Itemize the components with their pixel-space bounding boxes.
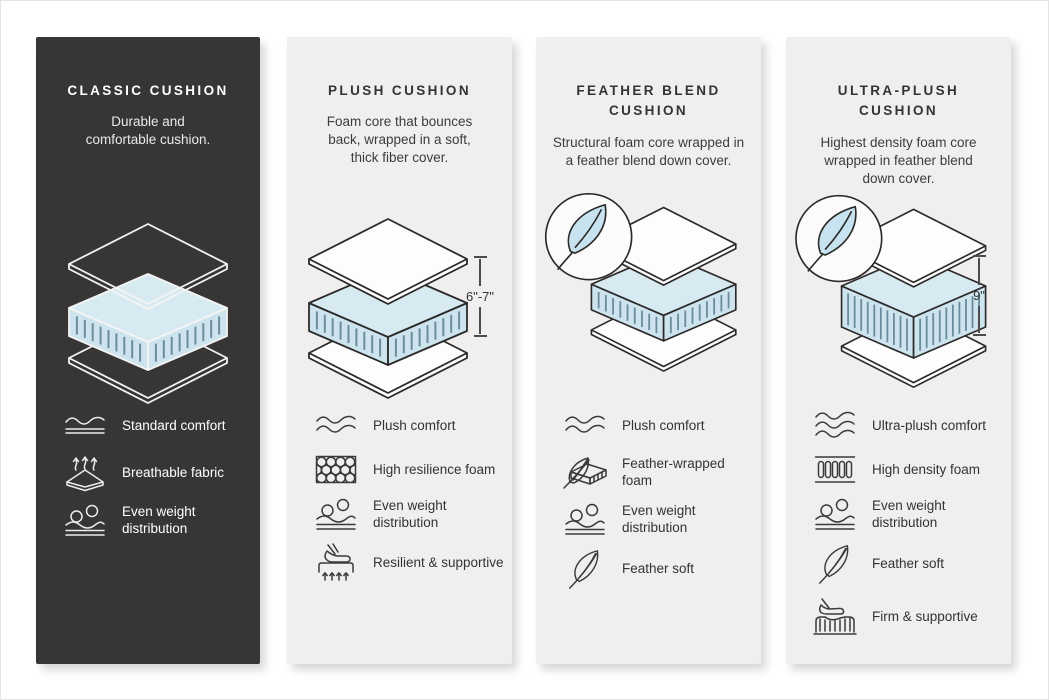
feature-list xyxy=(312,409,506,594)
dimension-line xyxy=(978,258,980,285)
card-plush-cushion xyxy=(287,37,512,664)
feature-label: Breathable fabric xyxy=(122,464,225,480)
feather-wrapped-foam-icon xyxy=(561,453,609,491)
feature-label: Firm & supportive xyxy=(872,608,978,624)
dimension-line xyxy=(978,306,980,333)
height-dimension-marker xyxy=(458,256,502,337)
feature-list xyxy=(561,409,755,601)
feather-icon xyxy=(561,548,609,590)
feature-label: Feather soft xyxy=(622,560,695,576)
feature-row xyxy=(312,453,506,486)
feature-label: Standard comfort xyxy=(122,417,226,433)
dimension-label: 9" xyxy=(973,288,985,303)
feature-row xyxy=(61,409,254,442)
card-description: Highest density foam core wrapped in feather blend down cover. xyxy=(820,134,977,186)
breathable-fabric-icon xyxy=(61,453,109,492)
wave-comfort-icon xyxy=(312,415,360,437)
feature-row xyxy=(561,548,755,590)
feature-list xyxy=(811,409,1005,649)
resilient-foot-icon xyxy=(312,543,360,583)
feature-label: Ultra-plush comfort xyxy=(872,417,987,433)
card-ultra-plush-cushion xyxy=(786,37,1011,664)
card-description: Durable and comfortable cushion. xyxy=(85,114,211,148)
feature-label: High density foam xyxy=(872,461,981,477)
card-title: PLUSH CUSHION xyxy=(328,83,471,98)
dimension-cap xyxy=(474,335,487,337)
firm-foot-icon xyxy=(811,596,859,638)
feature-label: Plush comfort xyxy=(622,417,705,433)
triple-wave-comfort-icon xyxy=(811,411,859,441)
card-description: Foam core that bounces back, wrapped in a soft, thick fiber cover. xyxy=(326,114,473,166)
foam-cells-icon xyxy=(312,454,360,485)
feature-row xyxy=(561,453,755,491)
dimension-label: 6"-7" xyxy=(465,289,495,304)
density-foam-icon xyxy=(811,454,859,485)
feature-label: Even weight distribution xyxy=(872,498,946,531)
cushion-illustration xyxy=(536,191,761,372)
feature-row xyxy=(811,453,1005,486)
feature-row xyxy=(811,543,1005,585)
even-weight-icon xyxy=(312,498,360,531)
feature-row xyxy=(561,409,755,442)
feature-row xyxy=(811,497,1005,532)
feature-row xyxy=(61,503,254,538)
feature-row xyxy=(312,409,506,442)
feather-badge-icon xyxy=(545,194,631,280)
even-weight-icon xyxy=(561,503,609,536)
feature-list xyxy=(61,409,254,549)
feature-label: Even weight distribution xyxy=(122,504,196,537)
cushion-illustration xyxy=(36,222,260,404)
feature-label: Even weight distribution xyxy=(622,503,696,536)
feature-label: High resilience foam xyxy=(373,461,496,477)
even-weight-icon xyxy=(811,498,859,531)
feather-icon xyxy=(811,543,859,585)
dimension-cap xyxy=(973,255,986,257)
layered-cushion-diagram-icon xyxy=(543,191,755,372)
wave-comfort-icon xyxy=(561,415,609,437)
feather-badge-icon xyxy=(795,196,881,282)
wave-comfort-icon xyxy=(61,415,109,437)
card-title: FEATHER BLEND CUSHION xyxy=(576,83,721,119)
feature-row xyxy=(561,502,755,537)
height-dimension-marker xyxy=(957,255,1001,336)
card-title: CLASSIC CUSHION xyxy=(67,83,229,98)
dimension-cap xyxy=(474,256,487,258)
feature-label: Plush comfort xyxy=(373,417,456,433)
dimension-line xyxy=(479,307,481,334)
dimension-line xyxy=(479,259,481,286)
feature-label: Resilient & supportive xyxy=(373,554,504,570)
feature-row xyxy=(61,453,254,492)
feature-row xyxy=(811,596,1005,638)
feature-row xyxy=(811,409,1005,442)
card-title: ULTRA-PLUSH CUSHION xyxy=(837,83,960,119)
feature-label: Feather soft xyxy=(872,555,945,571)
layered-cushion-diagram-icon xyxy=(48,222,248,404)
dimension-cap xyxy=(973,334,986,336)
feature-label: Even weight distribution xyxy=(373,498,447,531)
feature-row xyxy=(312,543,506,583)
card-feather-blend-cushion xyxy=(536,37,761,664)
card-classic-cushion xyxy=(36,37,260,664)
feature-row xyxy=(312,497,506,532)
feature-label: Feather-wrapped foam xyxy=(622,455,725,488)
even-weight-icon xyxy=(61,504,109,537)
card-description: Structural foam core wrapped in a feather blend down cover. xyxy=(552,134,745,168)
